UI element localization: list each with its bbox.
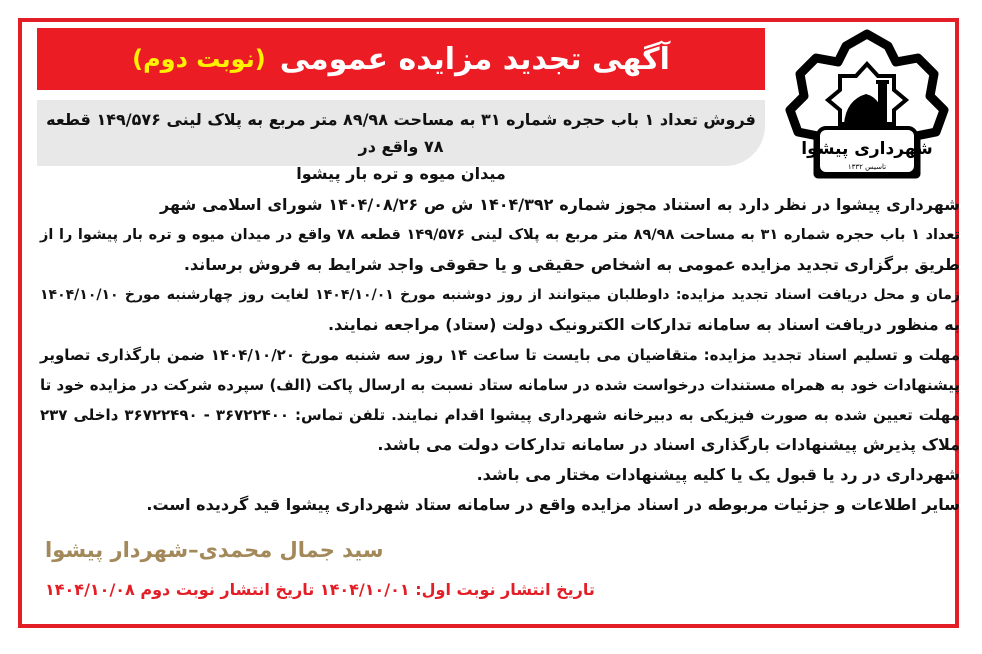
body-line: مهلت و تسلیم اسناد تجدید مزایده: متقاضیان می بایست تا ساعت ۱۴ روز سه شنبه مورخ ۱۴۰۴/۱۰/۲۰ ضمن بارگذاری تصاویر — [40, 346, 960, 364]
ad-subtitle-line: میدان میوه و تره بار پیشوا — [296, 164, 506, 183]
municipality-emblem-icon — [778, 24, 956, 188]
ad-title-banner — [37, 28, 765, 90]
body-line: به منظور دریافت اسناد به سامانه تدارکات الکترونیک دولت (ستاد) مراجعه نمایند. — [327, 315, 960, 334]
body-line: زمان و محل دریافت اسناد تجدید مزایده: داوطلبان میتوانند از روز دوشنبه مورخ ۱۴۰۴/۱۰/۰۱ لغایت روز چهارشنبه مورخ ۱۴۰۴/۱۰/۱۰ — [40, 287, 960, 303]
body-line: شهرداری پیشوا در نظر دارد به استناد مجوز شماره ۱۴۰۴/۳۹۲ ش ص ۱۴۰۴/۰۸/۲۶ شورای اسلامی شهر — [160, 195, 961, 214]
logo-name-text: شهرداری پیشوا — [801, 139, 933, 159]
body-line: ملاک پذیرش پیشنهادات بارگذاری اسناد در سامانه تدارکات دولت می باشد. — [377, 435, 960, 454]
body-line: تعداد ۱ باب حجره شماره ۳۱ به مساحت ۸۹/۹۸ متر مربع به پلاک لینی ۱۴۹/۵۷۶ قطعه ۷۸ واقع در میدان میوه و تره بار پیشوا را از — [40, 227, 961, 243]
publication-dates: تاریخ انتشار نوبت اول: ۱۴۰۴/۱۰/۰۱ تاریخ انتشار نوبت دوم ۱۴۰۴/۱۰/۰۸ — [45, 580, 595, 599]
municipality-logo — [778, 24, 956, 188]
ad-title: آگهی تجدید مزایده عمومی — [279, 41, 670, 77]
signature: سید جمال محمدی–شهردار پیشوا — [45, 538, 384, 562]
ad-body — [40, 190, 960, 520]
body-line: سایر اطلاعات و جزئیات مربوطه در اسناد مزایده واقع در سامانه ستاد شهرداری پیشوا قید گردیده است. — [146, 495, 960, 514]
body-line: شهرداری در رد یا قبول یک یا کلیه پیشنهادات مختار می باشد. — [476, 465, 960, 484]
ad-subtitle-box — [37, 100, 765, 183]
body-line: مهلت تعیین شده به صورت فیزیکی به دبیرخانه شهرداری پیشوا اقدام نمایند. تلفن تماس: ۳۶۷۲۲۴۰۰ - ۳۶۷۲۲۴۹۰ داخلی ۲۳۷ — [40, 406, 960, 424]
ad-title-round: (نوبت دوم) — [132, 45, 266, 73]
body-line: پیشنهادات خود به همراه مستندات درخواست شده در سامانه ستاد نسبت به ارسال پاکت (الف) سپرده شرکت در مزایده خود تا — [40, 376, 960, 394]
body-line: طریق برگزاری تجدید مزایده عمومی به اشخاص حقیقی و یا حقوقی واجد شرایط به فروش برساند. — [183, 255, 960, 274]
ad-subtitle-line: فروش تعداد ۱ باب حجره شماره ۳۱ به مساحت ۸۹/۹۸ متر مربع به پلاک لینی ۱۴۹/۵۷۶ قطعه ۷۸ واقع در — [46, 110, 756, 156]
logo-established-text: تاسیس ۱۳۳۲ — [847, 163, 887, 171]
